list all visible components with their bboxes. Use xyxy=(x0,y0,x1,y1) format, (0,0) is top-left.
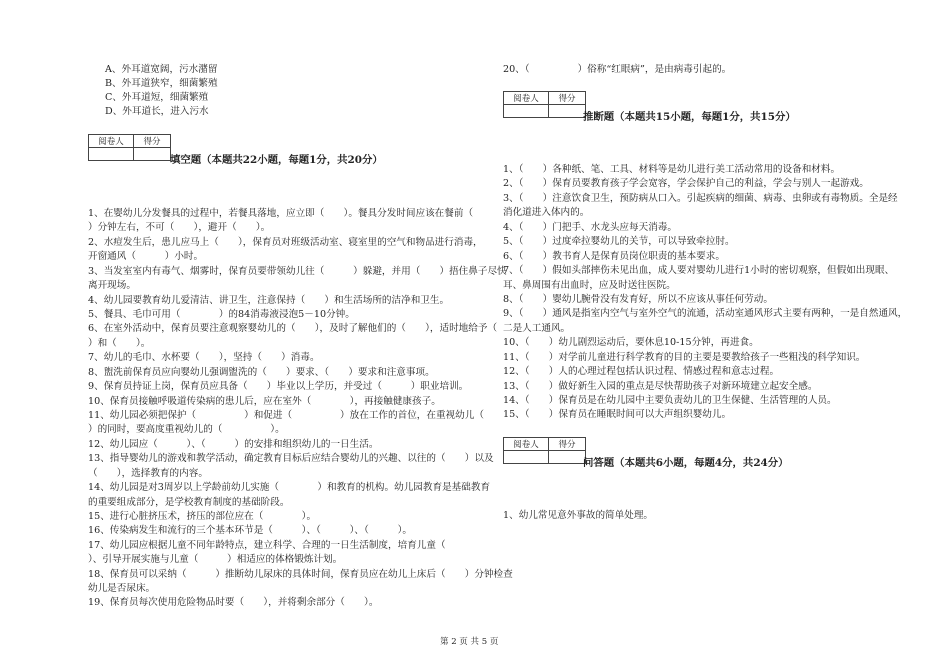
section-title-judgement: 推断题（本题共15小题，每题1分，共15分） xyxy=(583,111,796,123)
grader-label: 阅卷人 xyxy=(504,92,549,105)
question-line: 7、（ ）假如头部摔伤未见出血，成人要对婴幼儿进行1小时的密切观察，但假如出现眼、 xyxy=(503,265,895,276)
question-line: 14、幼儿园是对3周岁以上学龄前幼儿实施（ ）和教育的机构。幼儿园教育是基础教育 xyxy=(88,482,491,493)
question-line: 9、保育员持证上岗，保育员应具备（ ）毕业以上学历，并受过（ ）职业培训。 xyxy=(88,381,469,392)
question-line: 5、（ ）过度牵拉婴幼儿的关节，可以导致牵拉肘。 xyxy=(503,236,735,247)
question-line: 的重要组成部分，是学校教育制度的基础阶段。 xyxy=(88,497,290,508)
question-line: 16、传染病发生和流行的三个基本环节是（ ）、（ ）、（ ）。 xyxy=(88,525,412,536)
question-line: ）、引导开展实施与儿童（ ）相适应的体格锻炼计划。 xyxy=(88,554,343,565)
question-line: ）的同时，要高度重视幼儿的（ ）。 xyxy=(88,424,285,435)
score-cell xyxy=(549,105,586,118)
score-table xyxy=(503,91,586,118)
question-line: 15、（ ）保育员在睡眠时间可以大声组织婴幼儿。 xyxy=(503,409,732,420)
option-d: D、外耳道长，进入污水 xyxy=(105,106,209,117)
question-line: 11、（ ）对学前儿童进行科学教育的目的主要是要教给孩子一些粗浅的科学知识。 xyxy=(503,352,866,363)
question-line: 12、幼儿园应（ ）、（ ）的安排和组织幼儿的一日生活。 xyxy=(88,439,379,450)
question-line: （ ），选择教育的内容。 xyxy=(88,468,208,479)
score-label: 得分 xyxy=(134,135,171,148)
question-line: 1、在婴幼儿分发餐具的过程中，若餐具落地，应立即（ ）。餐具分发时间应该在餐前（ xyxy=(88,208,474,219)
question-line: 4、幼儿园要教育幼儿爱清洁、讲卫生，注意保持（ ）和生活场所的洁净和卫生。 xyxy=(88,295,450,306)
question-line: 3、当发室室内有毒气、烟雾时，保育员要带领幼儿往（ ）躲避，并用（ ）捂住鼻子尽快 xyxy=(88,266,507,277)
grader-cell xyxy=(89,148,134,161)
question-line: 15、进行心脏挤压术，挤压的部位应在（ ）。 xyxy=(88,511,317,522)
question-line: 6、（ ）教书育人是保育员岗位职责的基本要求。 xyxy=(503,251,725,262)
grader-cell xyxy=(504,105,549,118)
question-line: 2、（ ）保育员要教育孩子学会宽容，学会保护自己的利益，学会与别人一起游戏。 xyxy=(503,178,869,189)
score-table xyxy=(503,437,586,464)
page-footer: 第 2 页 共 5 页 xyxy=(440,637,499,647)
question-line: 离开现场。 xyxy=(88,280,136,291)
question-line: 19、保育员每次使用危险物品时要（ ），并将剩余部分（ ）。 xyxy=(88,597,379,608)
section-title-qa: 问答题（本题共6小题，每题4分，共24分） xyxy=(583,457,789,469)
question-line: 6、在室外活动中，保育员要注意观察婴幼儿的（ ），及时了解他们的（ ），适时地给予（ xyxy=(88,323,498,334)
option-b: B、外耳道狭窄，细菌繁殖 xyxy=(105,78,218,89)
question-line: 消化道进入体内的。 xyxy=(503,207,590,218)
question-line: 12、（ ）人的心理过程包括认识过程、情感过程和意志过程。 xyxy=(503,366,780,377)
grader-label: 阅卷人 xyxy=(504,438,549,451)
question-line: 7、幼儿的毛巾、水杯要（ ），坚持（ ）消毒。 xyxy=(88,352,320,363)
grader-cell xyxy=(504,451,549,464)
score-cell xyxy=(134,148,171,161)
question-line: 17、幼儿园应根据儿童不同年龄特点，建立科学、合理的一日生活制度，培育儿童（ xyxy=(88,540,446,551)
question-line: 1、（ ）各种纸、笔、工具、材料等是幼儿进行美工活动常用的设备和材料。 xyxy=(503,164,841,175)
question-line: 13、指导婴幼儿的游戏和教学活动，确定教育目标后应结合婴幼儿的兴趣、以往的（ ）以及 xyxy=(88,453,494,464)
question-line: 11、幼儿园必须把保护（ ）和促进（ ）放在工作的首位，在重视幼儿（ xyxy=(88,410,484,421)
question-line: 4、（ ）门把手、水龙头应每天消毒。 xyxy=(503,222,677,233)
score-label: 得分 xyxy=(549,438,586,451)
question-line: 9、（ ）通风是指室内空气与室外空气的流通，活动室通风形式主要有两种，一是自然通风， xyxy=(503,308,908,319)
question-line: 3、（ ）注意饮食卫生，预防病从口入。引起疾病的细菌、病毒、虫卵或有毒物质。全是经 xyxy=(503,193,898,204)
question-line: 幼儿是否尿床。 xyxy=(88,583,156,594)
score-table xyxy=(88,134,171,161)
question-line: 耳、鼻周围有出血时，应及时送往医院。 xyxy=(503,280,676,291)
question-line: 10、保育员接触呼吸道传染病的患儿后，应在室外（ ），再接触健康孩子。 xyxy=(88,396,441,407)
question-line: 18、保育员可以采纳（ ）推断幼儿尿床的具体时间，保育员应在幼儿上床后（ ）分钟检查 xyxy=(88,569,513,580)
question-line: 2、水痘发生后，患儿应马上（ ），保育员对班级活动室、寝室里的空气和物品进行消毒， xyxy=(88,237,483,248)
question-line: 8、（ ）婴幼儿腕骨没有发育好，所以不应该从事任何劳动。 xyxy=(503,294,773,305)
section-title-fill-blank: 填空题（本题共22小题，每题1分，共20分） xyxy=(170,154,383,166)
score-cell xyxy=(549,451,586,464)
option-c: C、外耳道短，细菌繁殖 xyxy=(105,92,209,103)
question-line: 13、（ ）做好新生入园的重点是尽快帮助孩子对新环境建立起安全感。 xyxy=(503,381,818,392)
question-line: 10、（ ）幼儿剧烈运动后，要休息10-15分钟，再进食。 xyxy=(503,337,759,348)
question-line: ）分钟左右，不可（ ），避开（ ）。 xyxy=(88,222,271,233)
grader-label: 阅卷人 xyxy=(89,135,134,148)
question-line: 开窗通风（ ）小时。 xyxy=(88,251,204,262)
question-line: 1、幼儿常见意外事故的简单处理。 xyxy=(503,510,654,521)
question-line: 8、盥洗前保育员应向婴幼儿强调盥洗的（ ）要求、（ ）要求和注意事项。 xyxy=(88,367,435,378)
question-line: 二是人工通风。 xyxy=(503,323,571,334)
question-line: 5、餐具、毛巾可用（ ）的84消毒液浸泡5－10分钟。 xyxy=(88,309,355,320)
question-line: ）和（ ）。 xyxy=(88,338,151,349)
question-20: 20、（ ）俗称“红眼病”，是由病毒引起的。 xyxy=(503,64,732,75)
question-line: 14、（ ）保育员是在幼儿园中主要负责幼儿的卫生保健、生活管理的人员。 xyxy=(503,395,837,406)
score-label: 得分 xyxy=(549,92,586,105)
option-a: A、外耳道宽阔，污水潴留 xyxy=(105,64,218,75)
